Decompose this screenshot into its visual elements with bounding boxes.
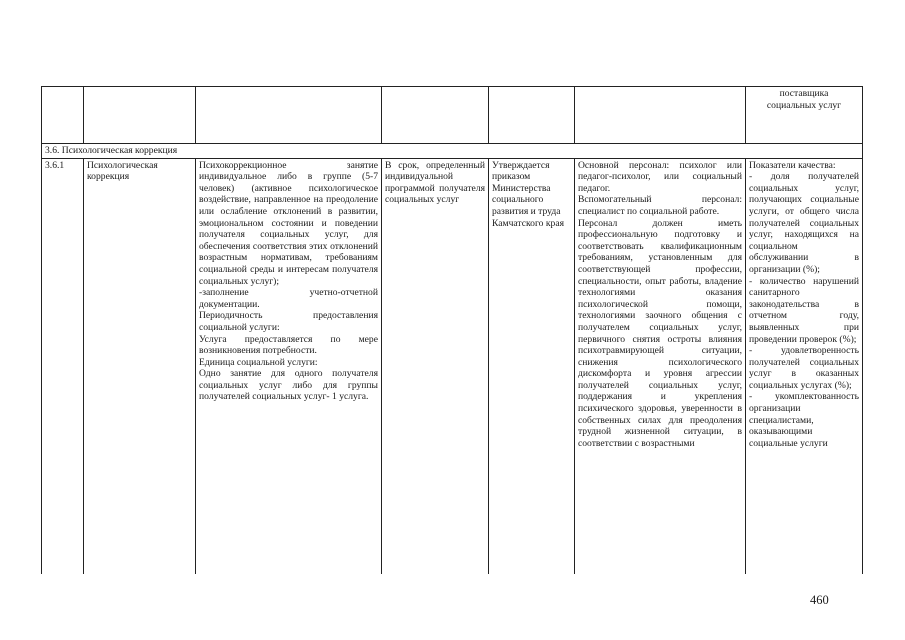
cell-number bbox=[42, 87, 84, 144]
cell-quality-continued bbox=[746, 87, 863, 144]
description-paragraph: -заполнение учетно-отчетной документации. bbox=[199, 287, 378, 310]
quality-paragraph: - доля получателей социальных услуг, получающих социальные услуги, от общего числа получателей социальных услуг, находящихся на социальном обслуживании в организации (%); bbox=[749, 171, 859, 275]
conditions-paragraph: Вспомогательный персонал: специалист по социальной работе. bbox=[578, 194, 742, 217]
service-name bbox=[84, 158, 196, 574]
service-cost: Утверждается приказом Министерства социального развития и труда Камчатского края bbox=[489, 158, 575, 574]
service-row bbox=[42, 158, 863, 574]
quality-paragraph: - удовлетворенность получателей социальных услуг в оказанных социальных услугах (%); bbox=[749, 345, 859, 391]
service-number: 3.6.1 bbox=[42, 158, 84, 574]
description-paragraph: Услуга предоставляется по мере возникновения потребности. bbox=[199, 333, 378, 357]
description-paragraph: Периодичность предоставления социальной услуги: bbox=[199, 310, 378, 333]
description-paragraph: Одно занятие для одного получателя социальных услуг либо для группы получателей социальных услуг- 1 услуга. bbox=[199, 368, 378, 403]
cell-conditions bbox=[575, 87, 746, 144]
conditions-paragraph: Персонал должен иметь профессиональную подготовку и соответствовать квалификационным требованиям, установленным для соответствующей профессии, специальности, опыт работы, владение технологиями оказания психологической помощи, технологиями заочного общения с получателем социальных услуг, первичного снятия остроты влияния психотравмирующей ситуации, снижения психологического дискомфорта и уровня агрессии получателей социальных услуг, поддержания и укрепления психического здоровья, уверенности в собственных силах для преодоления трудной жизненной ситуации, в соответствии с возрастными bbox=[578, 217, 742, 449]
service-conditions bbox=[575, 158, 746, 574]
cell-cost bbox=[489, 87, 575, 144]
service-name-line: Психологическая bbox=[87, 159, 158, 171]
service-description bbox=[196, 158, 382, 574]
quality-paragraph: - количество нарушений санитарного законодательства в отчетном году, выявленных при проведении проверок (%); bbox=[749, 275, 859, 345]
service-quality bbox=[746, 158, 863, 574]
service-name-line: коррекция bbox=[87, 171, 130, 183]
cell-name bbox=[84, 87, 196, 144]
continuation-row bbox=[42, 87, 863, 144]
description-paragraph: Психокоррекционное занятие индивидуальное либо в группе (5-7 человек) (активное психологическое воздействие, направленное на преодоление или ослабление отклонений в развитии, эмоциональном состоянии и поведении получателя социальных услуг, для обеспечения соответствия этих отклонений возрастным нормативам, требованиям социальной среды и интересам получателя социальных услуг); bbox=[199, 159, 378, 287]
quality-paragraph: - укомплектованность организации специалистами, оказывающими социальные услуги bbox=[749, 391, 859, 449]
cell-deadline bbox=[382, 87, 489, 144]
section-header: 3.6. Психологическая коррекция bbox=[42, 144, 863, 159]
cell-description bbox=[196, 87, 382, 144]
services-table bbox=[41, 86, 863, 574]
page-number: 460 bbox=[810, 593, 829, 607]
conditions-paragraph: Основной персонал: психолог или педагог-психолог, или социальный педагог. bbox=[578, 159, 742, 194]
quality-paragraph: Показатели качества: bbox=[749, 159, 836, 171]
quality-continued-line: социальных услуг bbox=[766, 99, 842, 111]
description-paragraph: Единица социальной услуги: bbox=[199, 356, 318, 368]
service-deadline: В срок, определенный индивидуальной программой получателя социальных услуг bbox=[382, 158, 489, 574]
section-header-row bbox=[42, 144, 863, 159]
quality-continued-line: поставщика bbox=[779, 88, 829, 99]
